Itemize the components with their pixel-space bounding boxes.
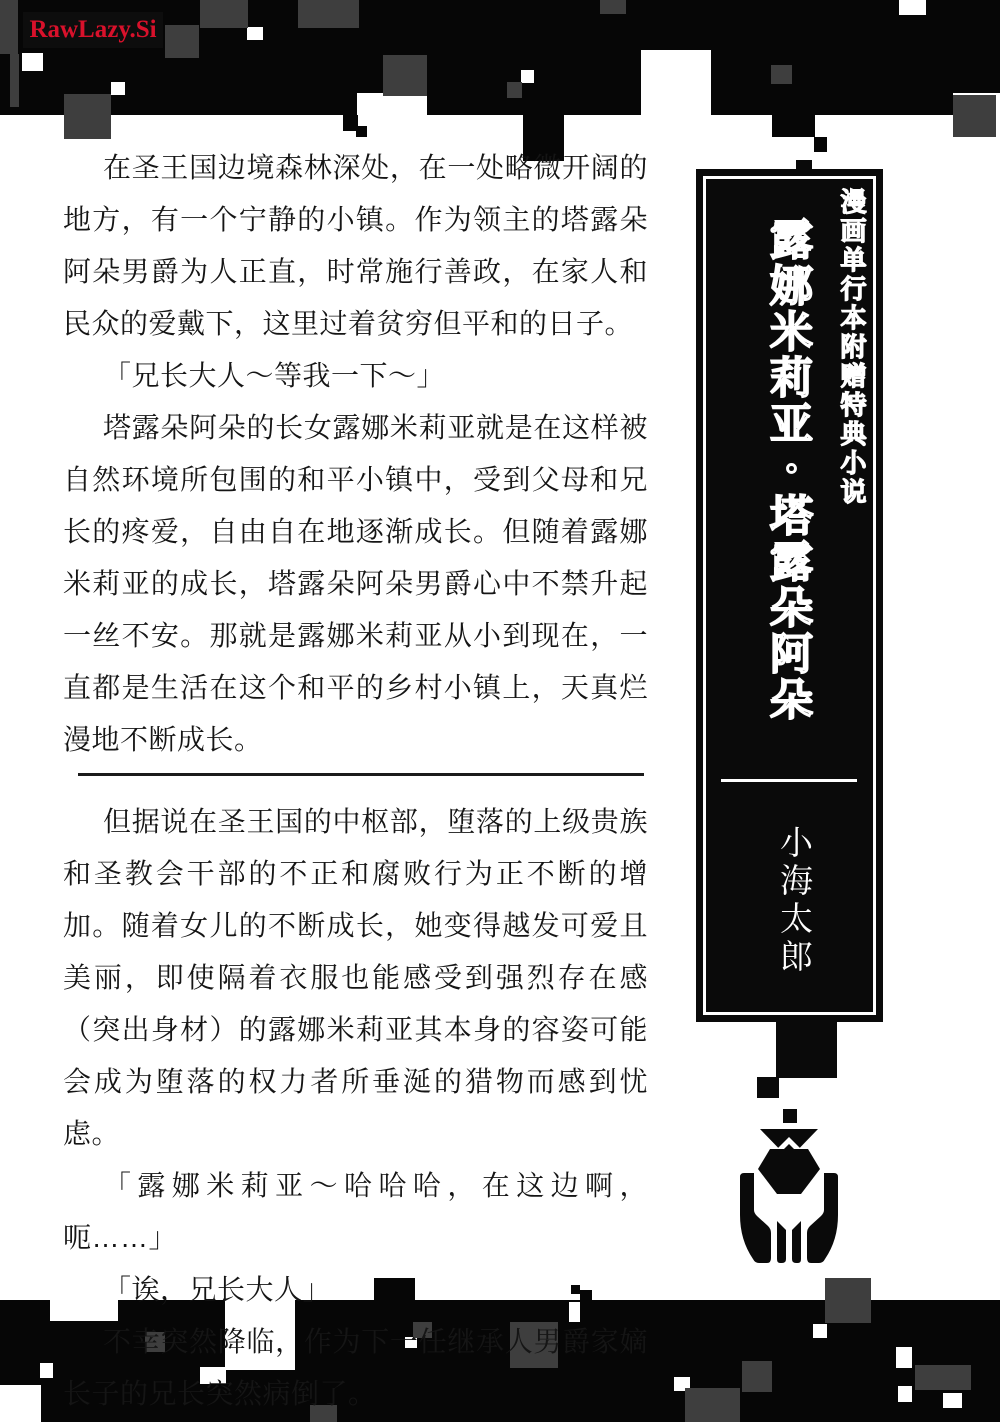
glitch-block — [383, 55, 427, 96]
paragraph: 「诶，兄长大人」 — [103, 1274, 332, 1305]
watermark-text: RawLazy.Si — [29, 16, 157, 43]
glitch-block — [825, 1278, 871, 1323]
glitch-block — [915, 1365, 971, 1390]
paragraph: 塔露朵阿朵的长女露娜米莉亚就是在这样被自然环境所包围的和平小镇中，受到父母和兄长的疼爱，自由自在地逐渐成长。但随着露娜米莉亚的成长，塔露朵阿朵男爵心中不禁升起一丝不安。那就是露娜米莉亚从小到现在，一直都是生活在这个和平的乡村小镇上，天真烂漫地不断成长。 — [63, 412, 648, 755]
glitch-block — [357, 93, 384, 116]
glitch-block — [771, 65, 792, 84]
novel-title: 露娜米莉亚・塔露朵阿朵 — [764, 217, 812, 723]
author-name: 小海太郎 — [775, 825, 811, 977]
glitch-block — [507, 82, 522, 98]
section-divider — [78, 773, 644, 776]
glitch-block — [64, 94, 111, 139]
glitch-block — [298, 0, 359, 28]
novel-text — [63, 142, 648, 1420]
title-box-tab — [796, 160, 812, 169]
glitch-block — [814, 137, 827, 152]
glitch-block — [896, 1347, 912, 1368]
glitch-block — [898, 1386, 912, 1402]
glitch-block — [943, 1393, 962, 1408]
glitch-block — [200, 0, 248, 28]
paragraph: 「露娜米莉亚～哈哈哈，在这边啊，呃……」 — [63, 1170, 648, 1253]
glitch-block — [521, 70, 534, 83]
edition-tagline: 漫画单行本附赠特典小说 — [837, 188, 867, 507]
title-author-divider — [721, 779, 857, 782]
glitch-block — [165, 25, 199, 58]
glitch-block — [953, 95, 996, 137]
glitch-block — [0, 0, 18, 54]
paragraph: 「兄长大人～等我一下～」 — [103, 360, 446, 391]
paragraph: 在圣王国边境森林深处，在一处略微开阔的地方，有一个宁静的小镇。作为领主的塔露朵阿朵男爵为人正直，时常施行善政，在家人和民众的爱戴下，这里过着贫穷但平和的日子。 — [63, 152, 648, 339]
glitch-block — [111, 82, 125, 95]
glitch-block — [757, 1077, 779, 1098]
paragraph: 但据说在圣王国的中枢部，堕落的上级贵族和圣教会干部的不正和腐败行为正不断的增加。随着女儿的不断成长，她变得越发可爱且美丽，即使隔着衣服也能感受到强烈存在感（突出身材）的露娜米莉亚其本身的容姿可能会成为堕落的权力者所垂涎的猎物而感到忧虑。 — [63, 806, 648, 1149]
paragraph: 不幸突然降临，作为下一任继承人男爵家嫡长子的兄长突然病倒了。 — [63, 1326, 648, 1409]
glitch-block — [22, 53, 43, 71]
gem-in-hands-icon — [740, 1128, 838, 1264]
glitch-block — [776, 1022, 837, 1078]
glitch-block — [600, 0, 626, 14]
glitch-block — [10, 54, 19, 107]
glitch-block — [356, 126, 367, 137]
glitch-block — [641, 50, 711, 116]
glitch-block — [685, 1388, 740, 1422]
watermark-badge — [23, 12, 163, 48]
glitch-block — [383, 95, 427, 116]
glitch-block — [813, 1324, 827, 1338]
glitch-block — [742, 1361, 772, 1392]
glitch-block — [0, 1385, 41, 1422]
title-box — [696, 169, 883, 1022]
glitch-block — [899, 0, 926, 15]
glitch-block — [40, 1363, 53, 1378]
glitch-block — [772, 115, 815, 137]
glitch-block — [783, 1109, 797, 1123]
glitch-block — [247, 27, 263, 40]
